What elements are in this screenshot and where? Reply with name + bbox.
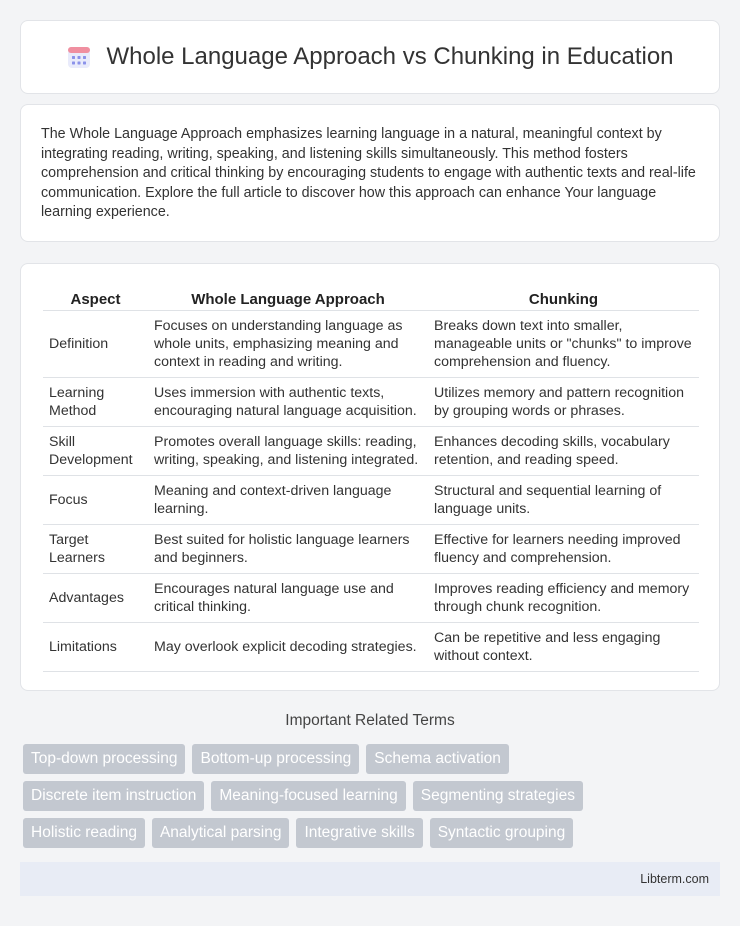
row-aspect: Learning Method bbox=[43, 378, 148, 427]
row-whole-language: Focuses on understanding language as whole units, emphasizing meaning and context in reading and writing. bbox=[148, 311, 428, 378]
table-row bbox=[43, 476, 699, 525]
tag-row bbox=[23, 744, 723, 774]
row-whole-language: Encourages natural language use and critical thinking. bbox=[148, 574, 428, 623]
comparison-card bbox=[20, 263, 720, 691]
related-term-tag[interactable]: Schema activation bbox=[366, 744, 509, 774]
related-terms-heading: Important Related Terms bbox=[285, 712, 455, 729]
row-whole-language: Best suited for holistic language learners and beginners. bbox=[148, 525, 428, 574]
table-row bbox=[43, 623, 699, 672]
related-term-tag[interactable]: Discrete item instruction bbox=[23, 781, 204, 811]
row-chunking: Can be repetitive and less engaging without context. bbox=[428, 623, 699, 672]
table-header-row bbox=[43, 284, 699, 311]
related-terms-tags bbox=[23, 744, 723, 855]
tag-row bbox=[23, 781, 723, 811]
title-card bbox=[20, 20, 720, 94]
row-whole-language: Meaning and context-driven language learning. bbox=[148, 476, 428, 525]
table-row bbox=[43, 427, 699, 476]
row-aspect: Target Learners bbox=[43, 525, 148, 574]
page-title: Whole Language Approach vs Chunking in Education bbox=[106, 43, 674, 70]
row-chunking: Enhances decoding skills, vocabulary retention, and reading speed. bbox=[428, 427, 699, 476]
header-chunking: Chunking bbox=[428, 284, 699, 311]
intro-text: The Whole Language Approach emphasizes learning language in a natural, meaningful context by integrating reading, writing, speaking, and listening skills simultaneously. This method fosters comprehension and critical thinking by encouraging students to engage with authentic texts and real-life communication. Explore the full article to discover how this approach can enhance Your language learning experience. bbox=[41, 126, 696, 220]
related-term-tag[interactable]: Analytical parsing bbox=[152, 818, 289, 848]
row-aspect: Focus bbox=[43, 476, 148, 525]
footer bbox=[20, 862, 720, 896]
row-chunking: Effective for learners needing improved fluency and comprehension. bbox=[428, 525, 699, 574]
related-term-tag[interactable]: Syntactic grouping bbox=[430, 818, 574, 848]
table-row bbox=[43, 311, 699, 378]
related-term-tag[interactable]: Meaning-focused learning bbox=[211, 781, 405, 811]
related-term-tag[interactable]: Top-down processing bbox=[23, 744, 185, 774]
row-whole-language: Uses immersion with authentic texts, encouraging natural language acquisition. bbox=[148, 378, 428, 427]
row-chunking: Improves reading efficiency and memory through chunk recognition. bbox=[428, 574, 699, 623]
table-row bbox=[43, 574, 699, 623]
table-row bbox=[43, 378, 699, 427]
related-term-tag[interactable]: Segmenting strategies bbox=[413, 781, 583, 811]
tag-row bbox=[23, 818, 723, 848]
header-whole-language: Whole Language Approach bbox=[148, 284, 428, 311]
header-aspect: Aspect bbox=[43, 284, 148, 311]
row-chunking: Utilizes memory and pattern recognition by grouping words or phrases. bbox=[428, 378, 699, 427]
footer-link[interactable]: Libterm.com bbox=[640, 872, 709, 886]
related-term-tag[interactable]: Integrative skills bbox=[296, 818, 422, 848]
row-aspect: Definition bbox=[43, 311, 148, 378]
row-whole-language: May overlook explicit decoding strategies. bbox=[148, 623, 428, 672]
row-whole-language: Promotes overall language skills: reading, writing, speaking, and listening integrated. bbox=[148, 427, 428, 476]
comparison-table bbox=[43, 284, 699, 672]
row-chunking: Breaks down text into smaller, manageable units or "chunks" to improve comprehension and fluency. bbox=[428, 311, 699, 378]
related-term-tag[interactable]: Holistic reading bbox=[23, 818, 145, 848]
row-aspect: Skill Development bbox=[43, 427, 148, 476]
row-chunking: Structural and sequential learning of language units. bbox=[428, 476, 699, 525]
table-row bbox=[43, 525, 699, 574]
calendar-grid-icon bbox=[66, 44, 92, 70]
row-aspect: Advantages bbox=[43, 574, 148, 623]
related-term-tag[interactable]: Bottom-up processing bbox=[192, 744, 359, 774]
intro-card bbox=[20, 104, 720, 242]
row-aspect: Limitations bbox=[43, 623, 148, 672]
